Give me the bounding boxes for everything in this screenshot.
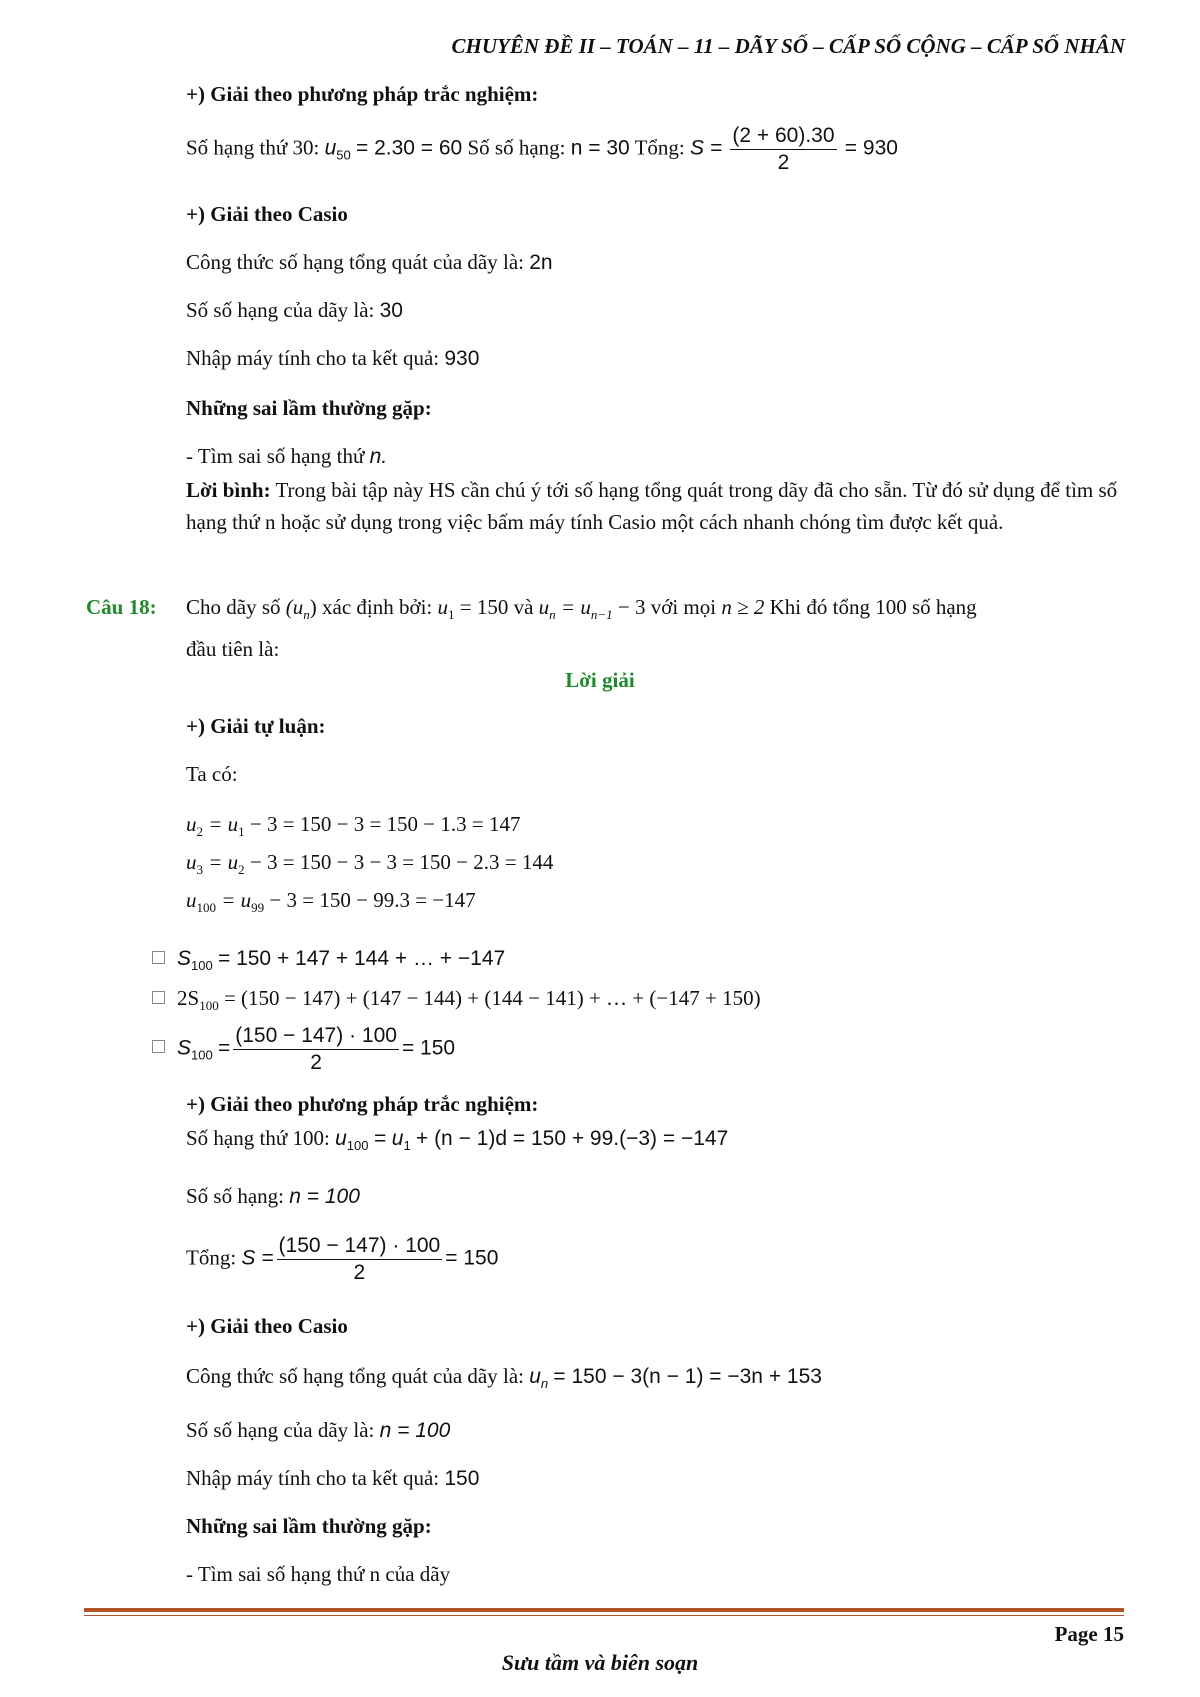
sum-fraction: $\frac{(150 - 147) \cdot 100}{2}$ <box>235 1024 397 1074</box>
equation-u100: $u_{100} = u_{99} - 3 = 150 - 99.3 = -147$ <box>186 888 476 915</box>
mistake-line: - Tìm sai số hạng thứ n. <box>186 444 388 468</box>
we-have-label: Ta có: <box>186 762 238 786</box>
mistake-line: - Tìm sai số hạng thứ n của dãy <box>186 1562 451 1586</box>
checkbox-glyph <box>152 1040 165 1053</box>
sum-fraction: $\frac{(2 + 60).30}{2}$ <box>732 124 835 174</box>
footer-source: Sưu tầm và biên soạn <box>501 1650 699 1675</box>
casio-count-line: Số số hạng của dãy là: n = 100 <box>186 1418 451 1442</box>
question-statement-continued: đầu tiên là: <box>186 637 280 661</box>
sum-step-2: $2S_{100} = (150 - 147) + (147 - 144) + (144 - 141)$ + … + (−147 + 150) <box>152 986 761 1014</box>
heading-multiple-choice-method: +) Giải theo phương pháp trắc nghiệm: <box>186 82 539 106</box>
page-header: CHUYÊN ĐỀ II – TOÁN – 11 – DÃY SỐ – CẤP SỐ CỘNG – CẤP SỐ NHÂN <box>451 34 1125 58</box>
casio-result-line: Nhập máy tính cho ta kết quả: 930 <box>186 346 480 370</box>
term-100-line: Số hạng thứ 100: $u_{100} = u_1 + (n - 1)d = 150 + 99.(-3) = -147$ <box>186 1126 729 1153</box>
casio-result-line: Nhập máy tính cho ta kết quả: 150 <box>186 1466 480 1490</box>
heading-casio: +) Giải theo Casio <box>186 1314 348 1338</box>
heading-common-mistakes: Những sai lầm thường gặp: <box>186 1514 432 1538</box>
sum-step-3: $S_{100}$ = $\frac{(150 - 147) \cdot 100}{2}$ = 150 <box>152 1024 455 1075</box>
sum-step-1: $S_{100} = 150 + 147 + 144$ + … + −147 <box>152 946 505 973</box>
heading-multiple-choice-method: +) Giải theo phương pháp trắc nghiệm: <box>186 1092 539 1116</box>
equation-u2: $u_2 = u_1 - 3 = 150 - 3 = 150 - 1.3 = 147$ <box>186 812 521 839</box>
remark-paragraph: Lời bình: Trong bài tập này HS cần chú ý tới số hạng tổng quát trong dãy đã cho sẵn. Từ đó sử dụng để tìm số hạng thứ n hoặc sử dụng trong việc bấm máy tính Casio một cách nhanh chóng tìm được kết quả. <box>186 478 1118 534</box>
checkbox-glyph <box>152 951 165 964</box>
casio-formula-line: Công thức số hạng tổng quát của dãy là: $u_n = 150 - 3(n - 1) = -3n + 153$ <box>186 1364 822 1391</box>
term-30-line: Số hạng thứ 30: $u_{50} = 2.30 = 60$ Số số hạng: n = 30 Tổng: S = $\frac{(2 + 60).30}{2}$ = 930 <box>186 124 898 174</box>
question-statement: Cho dãy số $(u_n)$ xác định bởi: $u_1 = 150$ và $u_n = u_{n-1} - 3$ với mọi n ≥ 2 Khi đó tổng 100 số hạng <box>186 595 977 622</box>
solution-heading: Lời giải <box>565 668 635 692</box>
term-count-line: Số số hạng: n = 100 <box>186 1184 360 1208</box>
page-number: Page 15 <box>1054 1622 1124 1646</box>
casio-count-line: Số số hạng của dãy là: 30 <box>186 298 403 322</box>
casio-formula-line: Công thức số hạng tổng quát của dãy là: 2n <box>186 250 553 274</box>
sum-line: Tổng: S = $\frac{(150 - 147) \cdot 100}{2}$ = 150 <box>186 1234 499 1284</box>
heading-common-mistakes: Những sai lầm thường gặp: <box>186 396 432 420</box>
heading-free-response: +) Giải tự luận: <box>186 714 326 738</box>
checkbox-glyph <box>152 991 165 1004</box>
question-label: Câu 18: <box>86 595 157 619</box>
equation-u3: $u_3 = u_2 - 3 = 150 - 3 - 3 = 150 - 2.3 = 144$ <box>186 850 554 877</box>
sum-fraction: $\frac{(150 - 147) \cdot 100}{2}$ <box>278 1234 441 1284</box>
footer-rule-thin <box>84 1615 1124 1616</box>
heading-casio: +) Giải theo Casio <box>186 202 348 226</box>
footer-rule-thick <box>84 1608 1124 1612</box>
